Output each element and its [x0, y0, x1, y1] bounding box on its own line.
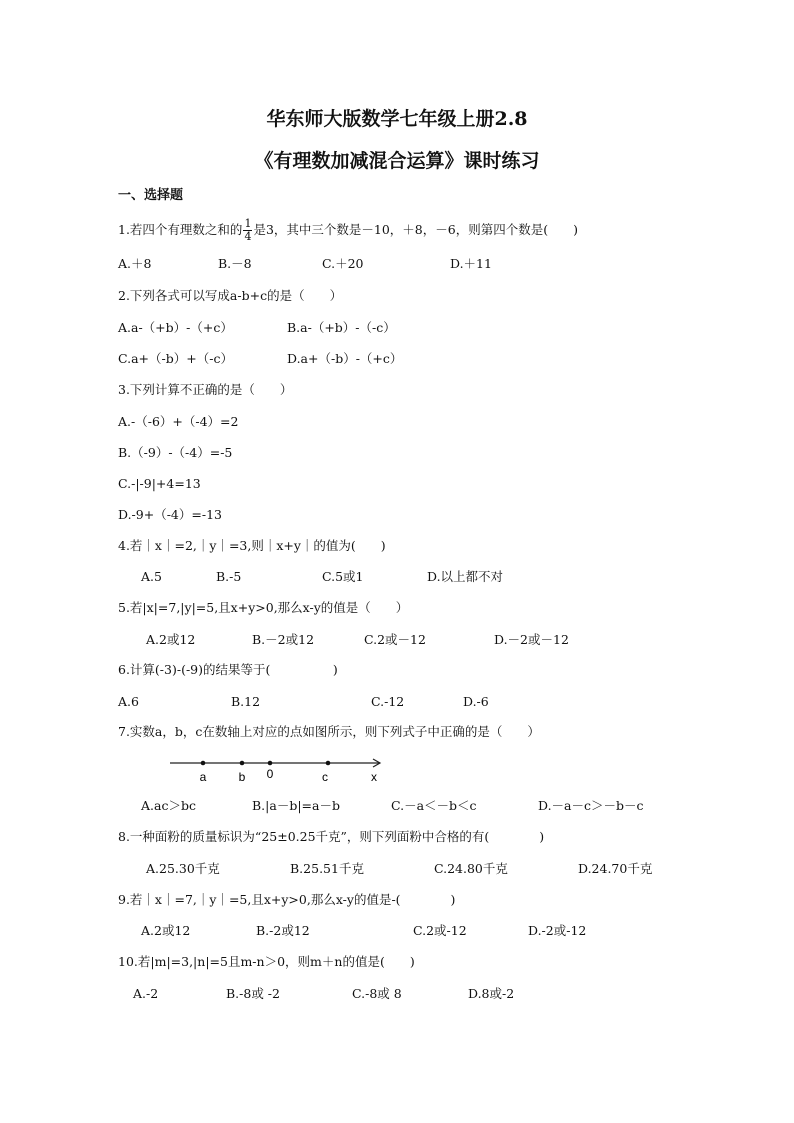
q8-option-c: C.24.80千克	[434, 861, 508, 876]
number-line	[168, 756, 388, 784]
question-1	[118, 218, 578, 243]
q6-option-c: C.-12	[371, 694, 405, 709]
q8-option-a: A.25.30千克	[146, 861, 220, 876]
q5-option-b: B.－2或12	[252, 632, 315, 647]
q4-option-a: A.5	[141, 569, 162, 584]
q10-option-b: B.-8或 -2	[226, 986, 280, 1001]
label-a: a	[199, 770, 207, 784]
q1-option-d: D.＋11	[450, 256, 492, 271]
question-9: 9.若｜x｜=7,｜y｜=5,且x+y>0,那么x-y的值是-( )	[118, 892, 456, 907]
q1-option-a: A.＋8	[118, 256, 152, 271]
q3-option-d: D.-9+（-4）=-13	[118, 507, 222, 522]
q6-option-d: D.-6	[463, 694, 489, 709]
q2-option-b: B.a-（+b）-（-c）	[287, 320, 396, 335]
q7-option-b: B.|a－b|=a－b	[252, 798, 340, 813]
q5-option-a: A.2或12	[146, 632, 196, 647]
q3-option-c: C.-|-9|+4=13	[118, 476, 201, 491]
question-7: 7.实数a，b，c在数轴上对应的点如图所示，则下列式子中正确的是（ ）	[118, 724, 540, 739]
q10-option-d: D.8或-2	[468, 986, 515, 1001]
doc-subtitle: 《有理数加减混合运算》课时练习	[254, 150, 540, 172]
q1-option-c: C.＋20	[322, 256, 364, 271]
q1-stem-pre: 1.若四个有理数之和的	[118, 222, 243, 237]
q1-stem-post: 是3，其中三个数是－10，＋8，－6，则第四个数是( )	[253, 222, 578, 237]
section-heading: 一、选择题	[118, 188, 184, 203]
q2-option-a: A.a-（+b）-（+c）	[118, 320, 233, 335]
q3-option-a: A.-（-6）+（-4）=2	[118, 414, 239, 429]
label-x: x	[371, 770, 377, 784]
point-zero	[268, 761, 273, 766]
fraction	[243, 218, 252, 243]
point-c	[326, 761, 331, 766]
q1-option-b: B.－8	[218, 256, 252, 271]
q10-option-a: A.-2	[133, 986, 159, 1001]
question-5: 5.若|x|=7,|y|=5,且x+y>0,那么x-y的值是（ ）	[118, 600, 409, 615]
q8-option-b: B.25.51千克	[290, 861, 364, 876]
question-4: 4.若｜x｜=2,｜y｜=3,则｜x+y｜的值为( )	[118, 538, 386, 553]
q8-option-d: D.24.70千克	[578, 861, 653, 876]
q9-option-b: B.-2或12	[256, 923, 310, 938]
doc-title: 华东师大版数学七年级上册2.8	[266, 108, 528, 130]
q9-option-c: C.2或-12	[413, 923, 467, 938]
q7-option-c: C.－a＜－b＜c	[391, 798, 477, 813]
question-6: 6.计算(-3)-(-9)的结果等于( )	[118, 662, 338, 677]
q5-option-c: C.2或－12	[364, 632, 426, 647]
q10-option-c: C.-8或 8	[352, 986, 402, 1001]
q2-option-c: C.a+（-b）+（-c）	[118, 351, 233, 366]
q4-option-c: C.5或1	[322, 569, 364, 584]
q4-option-d: D.以上都不对	[427, 569, 504, 584]
q4-option-b: B.-5	[216, 569, 242, 584]
fraction-numerator: 1	[244, 217, 252, 230]
q6-option-b: B.12	[231, 694, 261, 709]
question-8: 8.一种面粉的质量标识为“25±0.25千克”，则下列面粉中合格的有( )	[118, 829, 545, 844]
q7-option-a: A.ac＞bc	[141, 798, 196, 813]
q2-option-d: D.a+（-b）-（+c）	[287, 351, 403, 366]
point-b	[240, 761, 245, 766]
q9-option-d: D.-2或-12	[528, 923, 587, 938]
label-zero: 0	[266, 767, 274, 781]
question-3: 3.下列计算不正确的是（ ）	[118, 382, 293, 397]
q9-option-a: A.2或12	[141, 923, 191, 938]
point-a	[201, 761, 206, 766]
label-b: b	[238, 770, 246, 784]
question-10: 10.若|m|=3,|n|=5且m-n＞0，则m＋n的值是( )	[118, 954, 415, 969]
q7-option-d: D.－a－c＞－b－c	[538, 798, 644, 813]
q5-option-d: D.－2或－12	[494, 632, 569, 647]
question-2: 2.下列各式可以写成a-b+c的是（ ）	[118, 288, 343, 303]
label-c: c	[322, 770, 328, 784]
q3-option-b: B.（-9）-（-4）=-5	[118, 445, 233, 460]
q6-option-a: A.6	[118, 694, 139, 709]
fraction-denominator: 4	[244, 230, 252, 243]
